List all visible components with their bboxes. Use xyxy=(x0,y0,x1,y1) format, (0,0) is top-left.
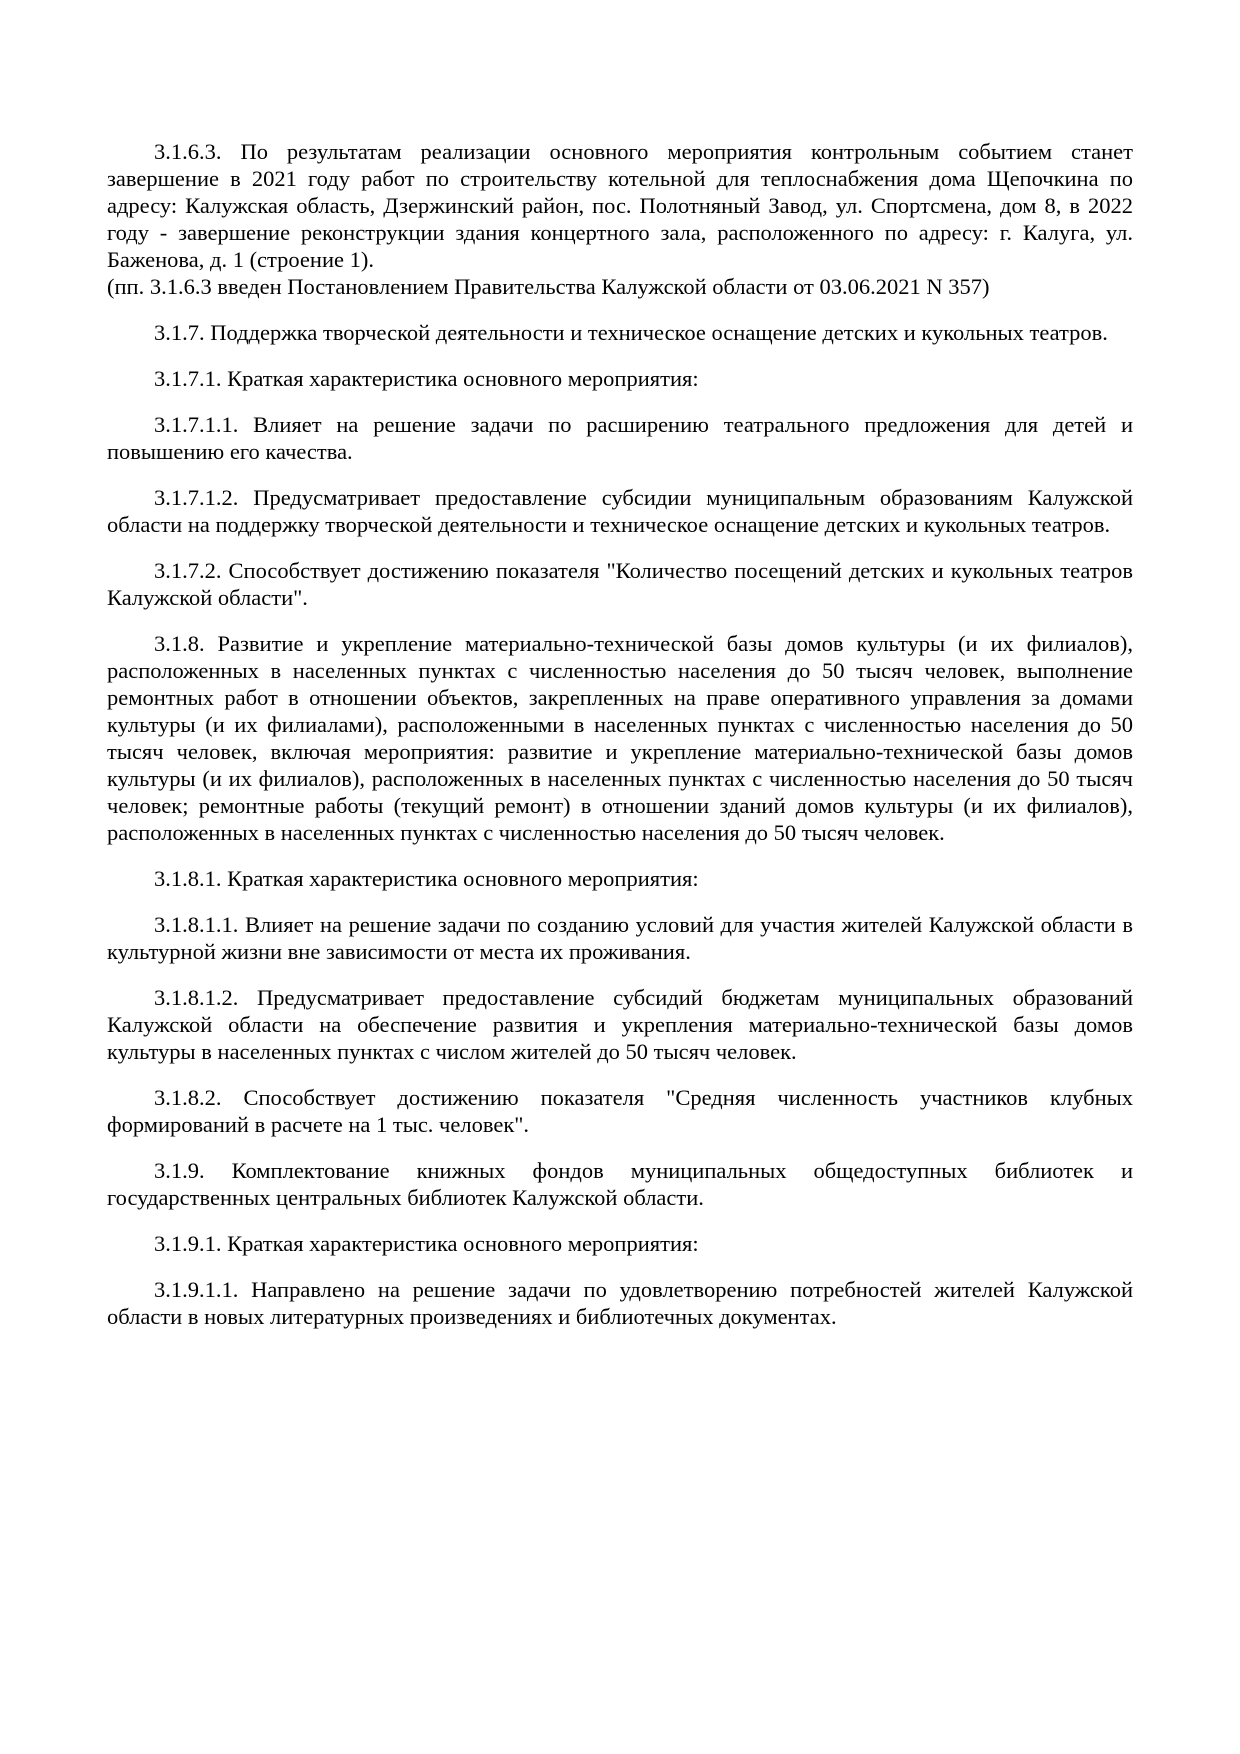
paragraph: (пп. 3.1.6.3 введен Постановлением Правительства Калужской области от 03.06.2021 N 357) xyxy=(107,274,990,299)
paragraph: 3.1.9.1.1. Направлено на решение задачи по удовлетворению потребностей жителей Калужской области в новых литературных произведениях и библиотечных документах. xyxy=(107,1277,1133,1329)
paragraph: 3.1.9. Комплектование книжных фондов муниципальных общедоступных библиотек и государственных центральных библиотек Калужской области. xyxy=(107,1158,1133,1210)
paragraph: 3.1.7.1.2. Предусматривает предоставление субсидии муниципальным образованиям Калужской области на поддержку творческой деятельности и техническое оснащение детских и кукольных театров. xyxy=(107,485,1133,537)
paragraph: 3.1.7.1. Краткая характеристика основного мероприятия: xyxy=(154,366,699,391)
paragraph: 3.1.6.3. По результатам реализации основного мероприятия контрольным событием станет завершение в 2021 году работ по строительству котельной для теплоснабжения дома Щепочкина по адресу: Калужская область, Дзержинский район, пос. Полотняный Завод, ул. Спортсмена, дом 8, в 2022 году - завершение реконструкции здания концертного зала, расположенного по адресу: г. Калуга, ул. Баженова, д. 1 (строение 1). xyxy=(107,139,1133,272)
paragraph: 3.1.8.1.2. Предусматривает предоставление субсидий бюджетам муниципальных образований Калужской области на обеспечение развития и укрепления материально-технической базы домов культуры в населенных пунктах с числом жителей до 50 тысяч человек. xyxy=(107,985,1133,1064)
paragraph: 3.1.7.2. Способствует достижению показателя "Количество посещений детских и кукольных театров Калужской области". xyxy=(107,558,1133,610)
paragraph: 3.1.8.2. Способствует достижению показателя "Средняя численность участников клубных формирований в расчете на 1 тыс. человек". xyxy=(107,1085,1133,1137)
document-body xyxy=(107,138,1133,1330)
paragraph: 3.1.7. Поддержка творческой деятельности и техническое оснащение детских и кукольных театров. xyxy=(154,320,1108,345)
paragraph: 3.1.8.1.1. Влияет на решение задачи по созданию условий для участия жителей Калужской области в культурной жизни вне зависимости от места их проживания. xyxy=(107,912,1133,964)
paragraph: 3.1.9.1. Краткая характеристика основного мероприятия: xyxy=(154,1231,699,1256)
paragraph: 3.1.8. Развитие и укрепление материально-технической базы домов культуры (и их филиалов), расположенных в населенных пунктах с численностью населения до 50 тысяч человек, выполнение ремонтных работ в отношении объектов, закрепленных на праве оперативного управления за домами культуры (и их филиалами), расположенными в населенных пунктах с численностью населения до 50 тысяч человек, включая мероприятия: развитие и укрепление материально-технической базы домов культуры (и их филиалов), расположенных в населенных пунктах с численностью населения до 50 тысяч человек; ремонтные работы (текущий ремонт) в отношении зданий домов культуры (и их филиалов), расположенных в населенных пунктах с численностью населения до 50 тысяч человек. xyxy=(107,631,1133,845)
paragraph: 3.1.8.1. Краткая характеристика основного мероприятия: xyxy=(154,866,699,891)
paragraph: 3.1.7.1.1. Влияет на решение задачи по расширению театрального предложения для детей и повышению его качества. xyxy=(107,412,1133,464)
